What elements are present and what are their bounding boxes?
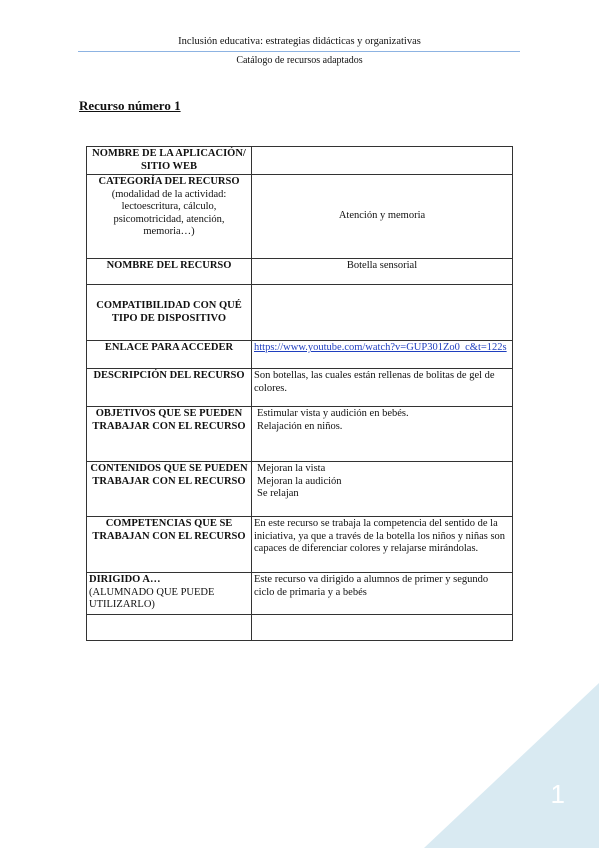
row-value-audience: Este recurso va dirigido a alumnos de primer y segundo ciclo de primaria y a bebés [252, 573, 513, 615]
header-rule [78, 51, 520, 52]
category-label: CATEGORÍA DEL RECURSO [98, 176, 240, 187]
running-header-title: Inclusión educativa: estrategias didácticas y organizativas [178, 36, 421, 47]
objective-line: Estimular vista y audición en bebés. [257, 408, 409, 419]
table-row [87, 369, 513, 407]
table-row [87, 517, 513, 573]
row-label-contents: CONTENIDOS QUE SE PUEDEN TRABAJAR CON EL RECURSO [87, 462, 252, 517]
row-value-description: Son botellas, las cuales están rellenas de bolitas de gel de colores. [252, 369, 513, 407]
corner-decoration [424, 683, 599, 848]
resource-link[interactable]: https://www.youtube.com/watch?v=GUP301Zo0_c&t=122s [254, 342, 507, 353]
table-row [87, 285, 513, 341]
row-value-app-name [252, 147, 513, 175]
row-label-link: ENLACE PARA ACCEDER [87, 341, 252, 369]
row-label-description: DESCRIPCIÓN DEL RECURSO [87, 369, 252, 407]
row-label-competencies: COMPETENCIAS QUE SE TRABAJAN CON EL RECURSO [87, 517, 252, 573]
row-label-objectives: OBJETIVOS QUE SE PUEDEN TRABAJAR CON EL RECURSO [87, 407, 252, 462]
row-value-objectives [252, 407, 513, 462]
running-header-subtitle: Catálogo de recursos adaptados [236, 55, 363, 66]
row-label-compatibility: COMPATIBILIDAD CON QUÉ TIPO DE DISPOSITIVO [87, 285, 252, 341]
page-number: 1 [550, 779, 565, 809]
row-label-app-name: NOMBRE DE LA APLICACIÓN/ SITIO WEB [87, 147, 252, 175]
audience-sublabel: (ALUMNADO QUE PUEDE UTILIZARLO) [89, 586, 215, 610]
resource-table [86, 146, 513, 641]
row-label-resource-name: NOMBRE DEL RECURSO [87, 259, 252, 285]
empty-cell [252, 615, 513, 641]
row-value-compatibility [252, 285, 513, 341]
content-line: Mejoran la vista [257, 463, 326, 474]
table-row [87, 341, 513, 369]
row-value-contents [252, 462, 513, 517]
row-label-audience [87, 573, 252, 615]
table-row [87, 462, 513, 517]
row-value-category: Atención y memoria [252, 175, 513, 259]
table-row [87, 259, 513, 285]
row-value-resource-name: Botella sensorial [252, 259, 513, 285]
content-line: Mejoran la audición [257, 475, 342, 487]
table-row [87, 615, 513, 641]
row-label-category [87, 175, 252, 259]
table-row [87, 573, 513, 615]
content-line: Se relajan [257, 488, 299, 499]
objective-line: Relajación en niños. [257, 420, 343, 432]
table-row [87, 407, 513, 462]
row-value-link [252, 341, 513, 369]
table-row [87, 175, 513, 259]
row-value-competencies: En este recurso se trabaja la competencia del sentido de la iniciativa, ya que a través de la botella los niños y niñas son capaces de diferenciar colores y relajarse mirándolas. [252, 517, 513, 573]
empty-cell [87, 615, 252, 641]
section-title: Recurso número 1 [79, 98, 181, 113]
table-row [87, 147, 513, 175]
category-sublabel: (modalidad de la actividad: lectoescritura, cálculo, psicomotricidad, atención, memoria…) [111, 188, 227, 237]
audience-label: DIRIGIDO A… [89, 574, 161, 585]
